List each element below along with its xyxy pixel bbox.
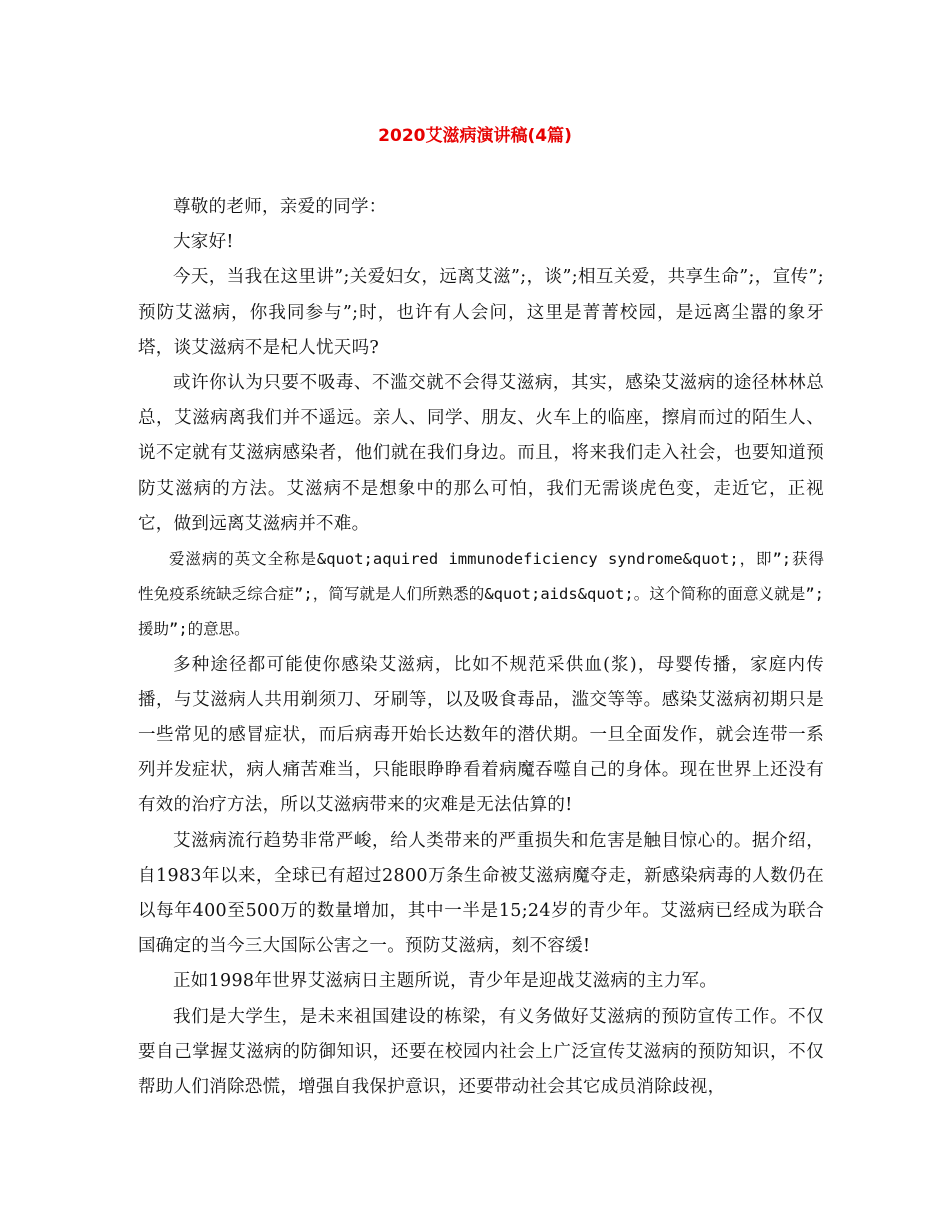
paragraph-salutation: 尊敬的老师，亲爱的同学： <box>173 197 387 217</box>
document-title: 2020艾滋病演讲稿(4篇) <box>378 126 572 146</box>
paragraph-3: 爱滋病的英文全称是&quot;aquired immunodeficiency syndrome&quot;，即”;获得性免疫系统缺乏综合症”;，简写就是人们所熟悉的&quot;aids&quot;。这个简称的面意义就是”;援助”;的意思。 <box>138 550 824 639</box>
paragraph-greeting: 大家好! <box>173 232 234 253</box>
paragraph-5: 艾滋病流行趋势非常严峻，给人类带来的严重损失和危害是触目惊心的。据介绍，自1983年以来，全球已有超过2800万条生命被艾滋病魔夺走，新感染病毒的人数仍在以每年400至500万的数量增加，其中一半是15;24岁的青少年。艾滋病已经成为联合国确定的当今三大国际公害之一。预防艾滋病，刻不容缓! <box>138 830 824 957</box>
document-body <box>138 190 824 1105</box>
paragraph-2: 或许你认为只要不吸毒、不滥交就不会得艾滋病，其实，感染艾滋病的途径林林总总，艾滋病离我们并不遥远。亲人、同学、朋友、火车上的临座，擦肩而过的陌生人、说不定就有艾滋病感染者，他们就在我们身边。而且，将来我们走入社会，也要知道预防艾滋病的方法。艾滋病不是想象中的那么可怕，我们无需谈虎色变，走近它，正视它，做到远离艾滋病并不难。 <box>138 373 824 534</box>
paragraph-1: 今天，当我在这里讲”;关爱妇女，远离艾滋”;，谈”;相互关爱，共享生命”;，宣传”;预防艾滋病，你我同参与”;时，也许有人会问，这里是菁菁校园，是远离尘嚣的象牙塔，谈艾滋病不是杞人忧天吗? <box>138 267 824 358</box>
paragraph-7: 我们是大学生，是未来祖国建设的栋梁，有义务做好艾滋病的预防宣传工作。不仅要自己掌握艾滋病的防御知识，还要在校园内社会上广泛宣传艾滋病的预防知识，不仅帮助人们消除恐慌，增强自我保护意识，还要带动社会其它成员消除歧视， <box>138 1006 824 1098</box>
paragraph-6: 正如1998年世界艾滋病日主题所说，青少年是迎战艾滋病的主力军。 <box>173 971 718 992</box>
paragraph-4: 多种途径都可能使你感染艾滋病，比如不规范采供血(浆)，母婴传播，家庭内传播，与艾滋病人共用剃须刀、牙刷等，以及吸食毒品，滥交等等。感染艾滋病初期只是一些常见的感冒症状，而后病毒开始长达数年的潜伏期。一旦全面发作，就会连带一系列并发症状，病人痛苦难当，只能眼睁睁看着病魔吞噬自己的身体。现在世界上还没有有效的治疗方法，所以艾滋病带来的灾难是无法估算的! <box>138 654 824 816</box>
